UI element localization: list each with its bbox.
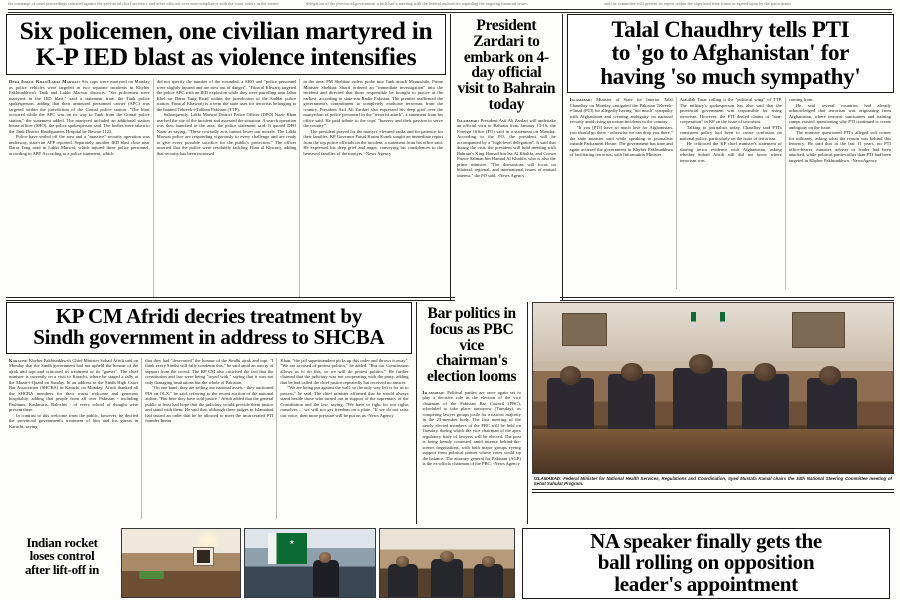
talal-col2-text: Ataullah Tarar calling it the "political wing" of TTP. The military's spokesperson has also said that the provincial government was responsible for rising terrorism. However, the PTI denied claims of "non-cooperation" in KP on the issue of terrorism.: [679, 97, 782, 125]
zardari-text: President Asif Ali Zardari will undertake an official visit to Bahrain from January 13-16, the Foreign Office (FO) said in a statement on Monday. According to the FO, the president will be accompanied by a "high-level delegation". It said that during the visit, the president will hold meeting with Bahrain's King Hamad bin Isa Al Khalifa, and Crown Prince Salman bin Hamad Al Khalifa, who is also the prime minister. "The discussions will focus on bilateral, regional, and international issues of mutual interest," the FO said. -News Agency: [456, 117, 556, 178]
photo-steering-committee: [532, 302, 894, 474]
lead-story-col2-text: did not specify the number of the wounded, a SHO and "police personnel were slightly injured and are now out of danger". "Fitna al Khwarij targeted the police APC with an IED explosion while they were patrolling near Jabar Khel on Darra Tang Road within the jurisdiction of the Saddar police station. Fitna al Khawarij is a term the state uses for terrorists belonging to the banned Tehreek-i-Taliban Pakistan (TTP).: [156, 79, 297, 112]
kpcm-headline-box: [6, 302, 412, 354]
photo-person-5-body: [807, 378, 857, 436]
bar-politics-body: [420, 388, 522, 536]
talal-col1-text: Minister of State for Interior Talal Chaudhry on Monday castigated the Pakistan Tehreek-e-Insaf (PTI) for allegedly having "too much" sympathy with Afghanistan and creating ambiguity on national security amid rising terrorism incidents in the country.: [569, 97, 673, 125]
bar-politics-story: [420, 302, 522, 524]
photo-green-object: [139, 571, 165, 579]
lead-story-col3-text2: The president prayed for the martyrs' elevated ranks and for patience for their families. KP Governor Faisal Karim Kundi sought an immediate report from the top police officials on the incident, a statement from his office said. He expressed his deep grief and anger, conveying his condolences to the bereaved families of the martyrs. -News Agency: [303, 128, 443, 156]
kpcm-col1-text2: In contrast to this welcome from the public, however, he decried the provincial government's treatment of him and his guests in Karachi, saying: [9, 412, 139, 429]
photo-flag-podium: [244, 528, 376, 598]
talal-col2-text2: Talking to journalists today, Chaudhry said PTI's consistent policy had been to create confusion on national policy, particularly on the issue of terrorism.: [679, 124, 782, 141]
photo-group-person-2-body: [431, 559, 463, 597]
talal-col3-text3: The minister questioned PTI's alleged soft corner for militants, asking what the reason was behind this leniency. He said that in the last 11 years, no PTI office-bearer, minister, adviser or leader had been attacked, while political parties other than PTI had been targeted in Khyber Pakhtunkhwa. -NewsAgency: [788, 130, 891, 163]
photo-wall-frame-2: [792, 312, 844, 348]
photo-wall-frame-1: [562, 313, 607, 346]
talal-headline-box: [567, 14, 894, 93]
kpcm-story: [6, 302, 412, 524]
lead-story-col3-text: in the area. PM Shehbaz orders probe into Tank attack Meanwhile, Prime Minister Shehbaz Sharif ordered an "immediate investigation" into the incident and directed that those responsible be brought to justice at the earliest, according to state-run Radio Pakistan. The premier reaffirmed the government's commitment to completely eradicate terrorism from the country. President Asif Ali Zardari also expressed his deep grief over the martyrdom of police personnel in the "terrorist attack", a statement from his office said. He paid tribute to the cops' "bravery and their passion to serve the country".: [303, 79, 443, 128]
kpcm-headline-line1: KP CM Afridi decries treatment by: [55, 304, 362, 328]
kpcm-headline-line2: Sindh government in address to SHCBA: [33, 325, 385, 350]
talal-col1-text2: "If you [PTI] have so much love for Afghanistan, you should go there - otherwise we can drop you there," the state minister said while speaking to journalists outside Parliament House. The government has time and again accused the government in Khyber Pakhtunkhwa of facilitating terrorists, with Information Minister: [569, 124, 673, 158]
talal-col3-text: coming from.: [788, 97, 814, 103]
rocket-headline-line3: after lift-off in: [24, 561, 100, 577]
zardari-dateline: Islamabad:: [456, 117, 480, 123]
talal-dateline: Islamabad:: [569, 97, 593, 103]
na-speaker-headline-box: [522, 528, 890, 599]
photo-person-5-head: [819, 366, 841, 385]
bar-politics-text: Political parties are once again set to play a decisive role in the election of the vice chairman of the Pakistan Bar Council (PBC), scheduled to take place tomorrow (Tuesday), as competing lawyer groups jostle for a narrow majority in the 23-member body. The first meeting of the newly elected members of the PBC will be held on Tuesday, during which the vice chairman of the apex regulatory body of lawyers will be elected. The post is being keenly contested amid intense behind-the-scenes negotiations, with both major groups eyeing support from political parties whose votes could tip the balance. The attorney general for Pakistan (AGP) is the ex-officio chairman of the PBC. -News Agency: [422, 389, 521, 467]
bar-politics-headline: Bar politics in focus as PBC vice chairman's election looms: [427, 305, 517, 386]
na-speaker-headline-line2: ball rolling on opposition: [597, 550, 815, 575]
photo-flag-2: [720, 312, 725, 328]
kpcm-col2: [142, 358, 276, 516]
top-double-rule: [8, 9, 892, 13]
talal-col1: [567, 97, 676, 285]
kpcm-col3-text: Khan, "the jail superintendent picks up this order and throws it away". "We are accused of protest politics," he added. "But our Constitution allows us to do this, so we will do protest politics." He further claimed that the judiciary was not cooperating with the party, adding that he had called the chief justice repeatedly but received no answer.: [280, 357, 409, 385]
photo-people-group: [379, 528, 515, 598]
kpcm-dateline: Karachi:: [9, 357, 28, 363]
zardari-story: [455, 14, 558, 300]
lead-story-columns: [6, 79, 446, 297]
zardari-body: [455, 116, 558, 310]
main-photo-block: [532, 302, 894, 524]
top-fragment-left: the contempt of court proceedings initiated against the provincial chief secretary and other officials over non-compliance with the court orders in the matter: [8, 1, 279, 6]
photo-group-person-1-body: [388, 564, 417, 597]
talal-story: [567, 14, 894, 300]
talal-columns: [567, 97, 894, 289]
lead-story: [6, 14, 446, 300]
separator-rule-right: [560, 297, 894, 301]
main-photo-caption: ISLAMABAD: Federal Minister for National Health Services, Regulations and Coordination, Syed Mustafa Kamal chairs the 34th National Steering Committee meeting of Sehat Sahulat Program.: [533, 476, 892, 487]
kpcm-col1-text: Khyber Pakhtunkhwa's Chief Minister Sohail Afridi said on Monday that the Sindh government had not upheld the honour of the ajrak and topi and criticised its treatment of its "guests". The chief minister is currently on a visit to Karachi, where he staged a rally at the Mazar-i-Quaid on Sunday. In an address to the Sindh High Court Bar Association (SHCBA) in Karachi on Monday, Afridi thanked all the SHCBA members for their warm welcome and generous hospitality, adding that people from all over Pakistan - including Pashtuns, Kashmiris, Balochis - of every school of thought were present there.: [9, 357, 139, 413]
kpcm-col2-text: that they had "desecrated" the honour of the Sindhi ajrak and topi. "I think every Sindhi will fully condemn this," he said amid an outcry of support from the crowd. The KP CM also criticised the fact that the constitution and law were being "toyed with," saying that it was not only damaging institutions but the whole of Pakistan.: [145, 357, 274, 385]
lead-story-col1-text: Six cops were martyred on Monday as police vehicles were targeted in two separate incidents in Khyber Pakhtunkhwa's Tank and Lakki Marwat districts. "Six policemen were martyred in the IED blast," said a statement from the Tank police spokesperson, adding that their armoured personnel carrier (APC) was targeted within the jurisdiction of the Gomal police station. "The blast occurred while the APC was on its way to Tank from the Gomal police station," the statement added. The martyred included an additional station house officer (SHO), the police spokesperson said. The bodies were taken to the Tank District Headquarters Hospital by Rescue 1122.: [9, 79, 150, 134]
lead-story-headline-box: [6, 14, 446, 75]
photo-flag-1: [691, 312, 696, 328]
separator-rule-left: [6, 297, 455, 301]
kpcm-col3: [277, 358, 411, 516]
talal-col2: [677, 97, 785, 285]
top-fragment-center: delegation of the provincial government which had a meeting with the federal authorities regarding the ongoing financial issues: [306, 1, 528, 6]
photo-wall-picture: [193, 547, 214, 567]
lead-story-headline-line2: K-P IED blast as violence intensifies: [35, 42, 417, 71]
lead-story-headline-line1: Six policemen, one civilian martyred in: [19, 16, 433, 45]
talal-col2-text3: He criticised the KP chief minister's statement of sharing terror evidence with Afghanistan, asking whether Sohail Afridi still did not know where terrorism was: [679, 141, 782, 163]
zone-bottom: [6, 528, 894, 600]
zone-top: [6, 14, 894, 300]
photo-pakistan-flag: [268, 533, 307, 564]
photo-person-2-body: [608, 374, 655, 435]
photo-conference-table: [533, 429, 893, 473]
rocket-headline-line1: Indian rocket: [26, 535, 98, 550]
lead-story-col1-text2: Police have sealed off the area and a "massive" security operation was underway, state-run APP reported. Separately, another IED blast close near Darra Tang road in Lakki Marwat, which injured three police personnel, according to APP. According to a police statement, which: [9, 134, 150, 156]
kpcm-col1: [6, 358, 141, 516]
na-speaker-story: [522, 528, 890, 600]
bottom-left-block: [6, 528, 522, 600]
kpcm-col2-text2: "On one hand, they are selling our national assets - they auctioned PIA on OLX," he said, referring to the recent auction of the national airline. "But here they have sold justice." Afridi added that the general public at least had hope that the judiciary would provide them justice and stand with them. He said that, although three judges in Islamabad had issued an order that he be allowed to meet the incarcerated PTI founder Imran: [145, 385, 274, 424]
bar-politics-dateline: Islamabad:: [422, 389, 445, 395]
photo-caption-rule: [532, 489, 894, 493]
kpcm-col3-text2: "We are being put against the wall, so the only way left is for us to protest," he said. The chief minister affirmed that he would always stand beside those who turned out in support of the supremacy of the Constitution and the law, saying, "We have to fight for our rights ourselves ... we will not get freedom on a plate. "If we do not raise our voice, then more pressure will be put on us.-News Agency: [280, 385, 409, 418]
talal-col3-text2: He said several countries had already acknowledged that terrorism was originating from Afghanistan, where terrorist sanctuaries and training camps existed, questioning why PTI continued to create ambiguity on the issue.: [788, 102, 891, 130]
photo-group-person-3-body: [474, 564, 503, 597]
talal-headline-line3: having 'so much sympathy': [600, 63, 861, 89]
lead-story-dateline: Dera Ismail Khan/Lakki Marwat:: [9, 79, 81, 84]
top-clipped-strip: [0, 0, 900, 14]
na-speaker-headline-line1: NA speaker finally gets the: [590, 529, 822, 553]
photo-indoor-room: [121, 528, 241, 598]
top-fragment-right: and the committee will present its report within the stipulated time frame as agreed upon by the participants: [604, 1, 792, 6]
photo-podium-person-body: [313, 560, 339, 597]
lead-story-col2: [154, 79, 300, 293]
photo-podium-person-head: [319, 552, 331, 563]
lead-story-col2-text2: Subsequently, Lakki Marwat District Police Officer (DPO) Nazir Khan reached the site of the incident and assessed the situation. A search operation was then launched in the area, the police statement said. It quoted DPO Nazir as saying, "These cowardly acts cannot lower our morale. The Lakki Marwat police are responding vigorously to every challenge and are ready to give every possible sacrifice for the public's protection." The officer asserted that the police were resolutely tackling Fitna al Khwarij, adding that security has been increased: [156, 112, 297, 156]
photo-person-4-body: [742, 374, 789, 435]
talal-headline-line1: Talal Chaudhry tells PTI: [611, 17, 850, 42]
rocket-headline-line2: loses control: [29, 548, 95, 564]
talal-headline-line2: to 'go to Afghanistan' for: [611, 40, 850, 66]
zone-middle: [6, 302, 894, 524]
photo-flag-star: ★: [289, 539, 295, 546]
lead-story-col3: [300, 79, 446, 293]
rocket-story: [6, 528, 118, 600]
zardari-headline: President Zardari to embark on 4-day official visit to Bahrain today: [457, 17, 556, 113]
lead-story-col1: [6, 79, 153, 293]
photo-group-person-2-head: [440, 551, 453, 562]
talal-col3: [786, 97, 894, 285]
na-speaker-headline-line3: leader's appointment: [614, 571, 798, 596]
photo-person-2-head: [621, 363, 643, 382]
photo-person-4-head: [754, 363, 776, 382]
photo-person-3-body: [673, 368, 727, 436]
kpcm-columns: [6, 358, 412, 519]
photo-person-1-head: [560, 366, 582, 385]
photo-person-1-body: [547, 378, 594, 436]
